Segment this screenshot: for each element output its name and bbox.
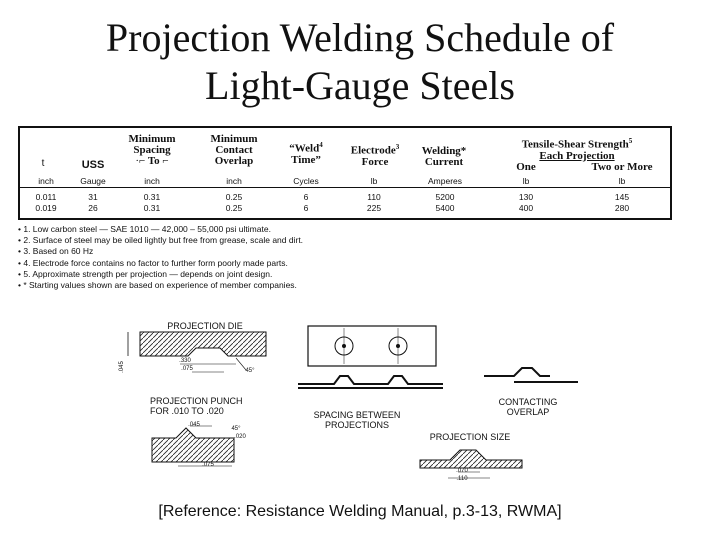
cell-weld-time: 6 [303,192,309,202]
header-two-or-more: Two or More [591,161,653,173]
cell-two-or-more: 280 [614,203,630,213]
die-dim-45: 45° [245,368,255,374]
contacting-label-line2: OVERLAP [506,407,550,417]
projection-die-label: PROJECTION DIE [167,321,243,331]
header-min-contact-line2: Contact [215,144,253,156]
header-min-spacing-line2: Spacing [133,144,171,156]
header-electrode-sup: 3 [395,143,400,151]
cell-force: 110 [367,192,381,202]
footnote: • * Starting values shown are based on experience of member companies. [18,280,297,291]
cell-two-or-more: 145 [614,192,630,202]
spacing-label [302,410,412,430]
header-tensile-line2: Each Projection [539,149,615,162]
header-min-spacing-to: To [147,155,160,167]
projection-punch-label [150,396,270,416]
header-weld-time [278,140,334,166]
cell-t: 0.011 [35,192,57,202]
cell-one: 130 [518,192,534,202]
punch-dim-020: .020 [234,434,246,440]
header-min-contact-line3: Overlap [214,155,254,167]
header-tensile-shear [502,136,652,162]
projection-size-label: PROJECTION SIZE [429,432,511,442]
footnote: • 4. Electrode force contains no factor to further form poorly made parts. [18,257,288,268]
unit-t: inch [38,176,54,186]
header-electrode-force [340,142,410,168]
unit-uss: Gauge [80,176,106,186]
die-dim-075: .075 [181,366,193,372]
header-divider [20,187,670,188]
cell-current: 5400 [435,203,455,213]
size-dim-110: .110 [456,476,468,482]
header-electrode-line2: Force [361,155,389,168]
footnote: • 5. Approximate strength per projection — depends on joint design. [18,268,273,279]
unit-spacing: inch [144,176,160,186]
punch-dim-045: .045 [188,422,200,428]
contacting-overlap-diagram [478,362,588,392]
cell-weld-time: 6 [303,203,309,213]
reference-citation: [Reference: Resistance Welding Manual, p.3-13, RWMA] [158,503,562,520]
cell-contact: 0.25 [225,203,243,213]
header-min-spacing-line3: ·⌐ To ⌐ [135,155,169,167]
cell-one: 400 [518,203,534,213]
header-electrode-line1: Electrode [350,144,396,157]
cell-spacing: 0.31 [143,192,161,202]
die-dim-045: .045 [119,361,125,373]
punch-dim-45: 45° [231,426,241,432]
header-weld-time-line2: Time” [291,153,321,166]
spacing-diagram [298,320,443,412]
cell-force: 225 [366,203,382,213]
header-min-spacing [118,134,186,167]
header-welding-current [412,146,476,168]
footnote: • 1. Low carbon steel — SAE 1010 — 42,000 – 55,000 psi ultimate. [18,224,271,234]
die-dim-330: .330 [179,358,191,364]
punch-dim-075: .075 [202,462,214,468]
header-one: One [516,161,536,173]
unit-weld-time: Cycles [293,176,319,186]
header-min-contact-line1: Minimum [210,133,258,145]
cell-uss: 31 [88,192,98,202]
unit-contact: inch [226,176,242,186]
unit-current: Amperes [427,176,462,186]
punch-label-line2: FOR .010 TO .020 [150,406,224,416]
header-t: t [41,158,45,169]
footnotes [18,224,303,291]
slide-title-line-1: Projection Welding Schedule of [105,15,615,60]
header-tensile-sup: 5 [628,137,633,145]
header-tensile-line1: Tensile-Shear Strength [521,138,629,151]
spacing-label-line1: SPACING BETWEEN [313,410,401,420]
size-dim-070: .070 [456,468,468,474]
cell-contact: 0.25 [225,192,243,202]
cell-t: 0.019 [35,203,57,213]
contacting-label-line1: CONTACTING [498,397,558,407]
header-welding-line1: Welding* [421,145,467,157]
welding-schedule-table [18,126,672,220]
footnote: • 3. Based on 60 Hz [18,246,94,257]
unit-force: lb [370,176,378,186]
header-welding-line2: Current [424,156,464,168]
spacing-label-line2: PROJECTIONS [324,420,389,430]
header-weld-time-line1: “Weld [289,142,320,155]
punch-label-line1: PROJECTION PUNCH [150,396,243,406]
slide-title-line-2: Light-Gauge Steels [205,63,515,108]
unit-two-or-more: lb [618,176,626,186]
cell-uss: 26 [88,203,98,213]
cell-current: 5200 [435,192,455,202]
footnote: • 2. Surface of steel may be oiled lightly but free from grease, scale and dirt. [18,235,304,246]
slide-title [0,14,720,110]
header-uss: USS [81,159,105,171]
contacting-overlap-label [482,397,574,417]
header-min-spacing-line1: Minimum [128,133,176,145]
unit-one: lb [522,176,530,186]
header-weld-time-sup: 4 [319,141,323,149]
header-min-contact [198,134,270,167]
cell-spacing: 0.31 [143,203,161,213]
